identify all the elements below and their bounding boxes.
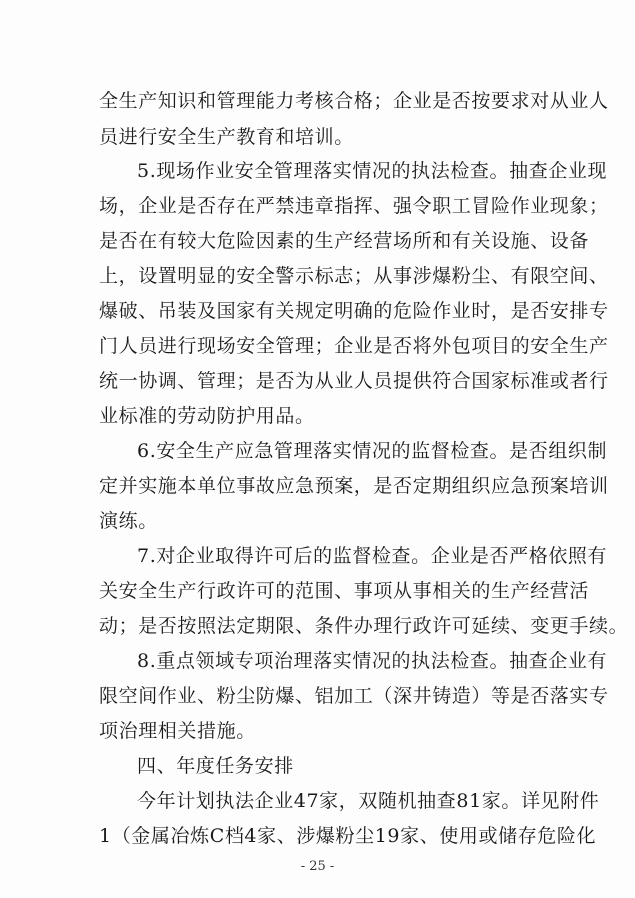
text-line: 门人员进行现场安全管理；企业是否将外包项目的安全生产	[99, 335, 609, 357]
text-line: 是否在有较大危险因素的生产经营场所和有关设施、设备	[99, 230, 590, 252]
text-line: 演练。	[99, 510, 158, 532]
text-line: 爆破、吊装及国家有关规定明确的危险作业时，是否安排专	[99, 300, 609, 322]
text-line: 6.安全生产应急管理落实情况的监督检查。是否组织制	[137, 440, 608, 462]
text-line: 上，设置明显的安全警示标志；从事涉爆粉尘、有限空间、	[99, 265, 609, 287]
text-line: 员进行安全生产教育和培训。	[99, 126, 354, 148]
text-line: 今年计划执法企业47家，双随机抽查81家。详见附件	[137, 790, 600, 812]
text-line: 限空间作业、粉尘防爆、铝加工（深井铸造）等是否落实专	[99, 685, 609, 707]
text-line: 全生产知识和管理能力考核合格；企业是否按要求对从业人	[99, 90, 609, 112]
text-line: 场，企业是否存在严禁违章指挥、强令职工冒险作业现象；	[99, 195, 609, 217]
page-number: - 25 -	[300, 859, 335, 874]
text-line: 项治理相关措施。	[99, 720, 256, 742]
text-line: 8.重点领域专项治理落实情况的执法检查。抽查企业有	[137, 650, 608, 672]
text-line: 统一协调、管理；是否为从业人员提供符合国家标准或者行	[99, 370, 609, 392]
text-line: 关安全生产行政许可的范围、事项从事相关的生产经营活	[99, 580, 590, 602]
text-line: 1（金属冶炼C档4家、涉爆粉尘19家、使用或储存危险化	[99, 825, 597, 847]
section-heading: 四、年度任务安排	[137, 755, 294, 777]
text-line: 5.现场作业安全管理落实情况的执法检查。抽查企业现	[137, 160, 608, 182]
text-line: 7.对企业取得许可后的监督检查。企业是否严格依照有	[137, 545, 608, 567]
text-line: 定并实施本单位事故应急预案，是否定期组织应急预案培训	[99, 475, 609, 497]
text-line: 动；是否按照法定期限、条件办理行政许可延续、变更手续。	[99, 615, 629, 637]
text-line: 业标准的劳动防护用品。	[99, 405, 315, 427]
